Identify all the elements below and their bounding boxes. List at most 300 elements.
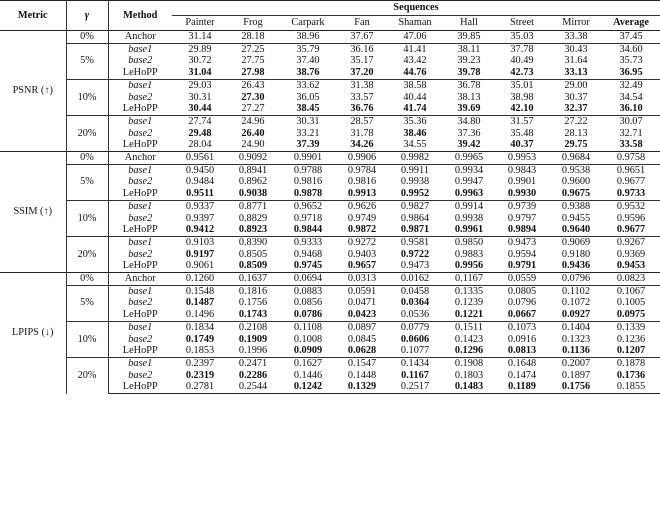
value-cell-frog: 0.1743: [238, 309, 268, 321]
value-cell-shaman: 0.9982: [386, 152, 444, 165]
value-cell-mirror: 0.9675: [561, 188, 591, 200]
value-cell-average: 32.71: [619, 127, 643, 139]
value-cell-average: 0.1005: [616, 297, 646, 309]
value-cell-mirror: 0.9455: [561, 212, 591, 224]
method-cell: LeHoPP: [122, 260, 158, 272]
value-cell-hall: 0.1803: [454, 369, 484, 381]
value-cell-average: 0.9369: [616, 248, 646, 260]
value-cell-hall: 0.9914: [444, 200, 494, 212]
gamma-label: 5%: [66, 43, 108, 79]
value-cell-mirror: 0.9640: [561, 224, 591, 236]
value-cell-carpark: 0.1242: [278, 381, 338, 393]
value-cell-painter: 0.9511: [186, 188, 214, 200]
value-cell-mirror: 0.9600: [561, 176, 591, 188]
method-cell: base1: [108, 321, 172, 333]
value-cell-painter: 0.9103: [172, 236, 228, 248]
table-row: [0, 321, 660, 333]
value-cell-frog: 27.98: [241, 67, 265, 79]
value-cell-hall: 0.9883: [454, 248, 484, 260]
method-cell: Anchor: [108, 31, 172, 44]
value-cell-fan: 0.0471: [347, 297, 377, 309]
value-cell-carpark: 0.9745: [293, 260, 323, 272]
method-cell: base1: [108, 115, 172, 127]
value-cell-average: 30.07: [602, 115, 660, 127]
value-cell-carpark: 0.1627: [278, 357, 338, 369]
value-cell-frog: 0.1637: [228, 273, 278, 286]
value-cell-painter: 29.89: [172, 43, 228, 55]
value-cell-hall: 0.9947: [454, 176, 484, 188]
method-cell: base1: [108, 357, 172, 369]
value-cell-fan: 0.1547: [338, 357, 386, 369]
value-cell-frog: 27.27: [241, 103, 265, 115]
value-cell-hall: 0.1511: [444, 321, 494, 333]
value-cell-frog: 0.8390: [228, 236, 278, 248]
value-cell-hall: 39.69: [457, 103, 481, 115]
gamma-label: 5%: [66, 285, 108, 321]
value-cell-painter: 31.04: [188, 67, 212, 79]
value-cell-street: 42.10: [510, 103, 534, 115]
value-cell-frog: 0.8505: [238, 248, 268, 260]
value-cell-street: 35.48: [510, 127, 534, 139]
metric-label: SSIM (↑): [0, 152, 66, 273]
value-cell-painter: 0.9197: [185, 248, 215, 260]
value-cell-street: 0.9594: [507, 248, 537, 260]
value-cell-street: 0.9930: [507, 188, 537, 200]
value-cell-street: 31.57: [494, 115, 550, 127]
value-cell-painter: 0.9484: [185, 176, 215, 188]
value-cell-fan: 0.9657: [347, 260, 377, 272]
method-cell: base1: [108, 79, 172, 91]
value-cell-painter: 0.1487: [185, 297, 215, 309]
value-cell-hall: 0.1296: [454, 345, 484, 357]
value-cell-shaman: 0.9938: [400, 176, 430, 188]
value-cell-painter: 0.1834: [172, 321, 228, 333]
value-cell-painter: 0.9561: [172, 152, 228, 165]
value-cell-street: 0.0813: [507, 345, 537, 357]
value-cell-average: 36.95: [619, 67, 643, 79]
method-cell: base1: [108, 285, 172, 297]
value-cell-shaman: 0.9581: [386, 236, 444, 248]
value-cell-average: 34.54: [619, 91, 643, 103]
value-cell-hall: 0.9961: [454, 224, 484, 236]
value-cell-shaman: 38.46: [403, 127, 427, 139]
value-cell-frog: 0.1909: [238, 333, 268, 345]
value-cell-shaman: 0.9722: [400, 248, 430, 260]
value-cell-fan: 0.0845: [347, 333, 377, 345]
value-cell-street: 0.9739: [494, 200, 550, 212]
value-cell-street: 0.1189: [494, 381, 550, 393]
gamma-label: 20%: [66, 357, 108, 393]
value-cell-fan: 0.0423: [347, 309, 377, 321]
value-cell-frog: 0.8509: [238, 260, 268, 272]
value-cell-mirror: 0.1323: [561, 333, 591, 345]
value-cell-fan: 0.9272: [338, 236, 386, 248]
value-cell-average: 32.49: [602, 79, 660, 91]
value-cell-street: 35.03: [494, 31, 550, 44]
column-header-mirror: Mirror: [562, 17, 590, 29]
value-cell-frog: 0.9092: [228, 152, 278, 165]
method-cell: base2: [128, 333, 153, 345]
value-cell-hall: 36.78: [444, 79, 494, 91]
table-row: [0, 79, 660, 91]
value-cell-frog: 0.8829: [238, 212, 268, 224]
table-row: [0, 164, 660, 176]
value-cell-hall: 39.85: [444, 31, 494, 44]
value-cell-fan: 31.78: [350, 127, 374, 139]
method-cell: base2: [128, 248, 153, 260]
method-cell: LeHoPP: [122, 345, 158, 357]
value-cell-carpark: 0.0883: [278, 285, 338, 297]
value-cell-mirror: 0.1072: [561, 297, 591, 309]
method-cell: base2: [128, 212, 153, 224]
value-cell-hall: 0.9965: [444, 152, 494, 165]
metric-label: LPIPS (↓): [0, 273, 66, 394]
value-cell-carpark: 38.96: [278, 31, 338, 44]
column-header-fan: Fan: [354, 17, 370, 29]
value-cell-shaman: 0.2517: [386, 381, 444, 393]
value-cell-carpark: 33.62: [278, 79, 338, 91]
value-cell-shaman: 0.0458: [386, 285, 444, 297]
value-cell-average: 0.1736: [616, 369, 646, 381]
value-cell-frog: 0.1756: [238, 297, 268, 309]
value-cell-mirror: 30.43: [550, 43, 602, 55]
value-cell-frog: 0.1816: [228, 285, 278, 297]
value-cell-painter: 29.48: [188, 127, 212, 139]
value-cell-carpark: 0.0786: [293, 309, 323, 321]
value-cell-frog: 27.75: [241, 55, 265, 67]
value-cell-average: 0.9596: [616, 212, 646, 224]
value-cell-average: 0.9267: [602, 236, 660, 248]
table-row: [0, 285, 660, 297]
value-cell-fan: 0.0313: [338, 273, 386, 286]
value-cell-frog: 0.2544: [228, 381, 278, 393]
value-cell-hall: 0.1423: [454, 333, 484, 345]
value-cell-street: 0.9843: [494, 164, 550, 176]
value-cell-painter: 0.9061: [185, 260, 215, 272]
value-cell-street: 0.0667: [507, 309, 537, 321]
value-cell-street: 0.1474: [507, 369, 537, 381]
value-cell-painter: 30.31: [188, 91, 212, 103]
value-cell-shaman: 0.9864: [400, 212, 430, 224]
value-cell-street: 0.0805: [494, 285, 550, 297]
value-cell-hall: 38.11: [444, 43, 494, 55]
value-cell-mirror: 0.0927: [561, 309, 591, 321]
value-cell-street: 0.1648: [494, 357, 550, 369]
value-cell-mirror: 0.1136: [562, 345, 590, 357]
value-cell-mirror: 0.9069: [550, 236, 602, 248]
value-cell-average: 0.9532: [602, 200, 660, 212]
value-cell-shaman: 0.0536: [400, 309, 430, 321]
method-cell: base1: [108, 164, 172, 176]
value-cell-frog: 26.43: [228, 79, 278, 91]
value-cell-carpark: 0.9878: [293, 188, 323, 200]
column-header-shaman: Shaman: [398, 17, 432, 29]
method-cell: base1: [108, 200, 172, 212]
value-cell-mirror: 32.37: [564, 103, 588, 115]
metric-header: Metric: [0, 1, 66, 31]
value-cell-hall: 0.1167: [444, 273, 494, 286]
value-cell-mirror: 31.64: [564, 55, 588, 67]
value-cell-shaman: 0.1077: [400, 345, 430, 357]
value-cell-painter: 0.9450: [172, 164, 228, 176]
method-cell: base2: [128, 91, 153, 103]
value-cell-fan: 33.57: [350, 91, 374, 103]
value-cell-shaman: 0.9911: [386, 164, 444, 176]
gamma-label: 20%: [66, 115, 108, 151]
value-cell-mirror: 0.9180: [561, 248, 591, 260]
value-cell-hall: 0.9934: [444, 164, 494, 176]
method-cell: base1: [108, 236, 172, 248]
value-cell-hall: 39.78: [457, 67, 481, 79]
value-cell-carpark: 0.9844: [293, 224, 323, 236]
value-cell-average: 35.73: [619, 55, 643, 67]
value-cell-hall: 0.1239: [454, 297, 484, 309]
value-cell-street: 0.9791: [507, 260, 537, 272]
value-cell-carpark: 0.9468: [293, 248, 323, 260]
value-cell-carpark: 0.1446: [293, 369, 323, 381]
value-cell-fan: 37.20: [350, 67, 374, 79]
value-cell-painter: 0.1853: [185, 345, 215, 357]
value-cell-frog: 0.8923: [238, 224, 268, 236]
value-cell-shaman: 0.1167: [401, 369, 429, 381]
value-cell-frog: 24.96: [228, 115, 278, 127]
value-cell-fan: 0.9403: [347, 248, 377, 260]
value-cell-fan: 28.57: [338, 115, 386, 127]
column-header-frog: Frog: [243, 17, 263, 29]
value-cell-mirror: 0.1404: [550, 321, 602, 333]
value-cell-street: 0.1073: [494, 321, 550, 333]
value-cell-carpark: 0.0909: [293, 345, 323, 357]
value-cell-mirror: 0.9436: [561, 260, 591, 272]
method-cell: LeHoPP: [122, 224, 158, 236]
value-cell-shaman: 0.0162: [386, 273, 444, 286]
method-cell: Anchor: [108, 152, 172, 165]
value-cell-fan: 0.0628: [347, 345, 377, 357]
gamma-label: 10%: [66, 200, 108, 236]
value-cell-mirror: 0.9388: [550, 200, 602, 212]
method-cell: base2: [128, 55, 153, 67]
value-cell-painter: 27.74: [172, 115, 228, 127]
value-cell-painter: 0.9412: [185, 224, 215, 236]
value-cell-average: 0.0975: [616, 309, 646, 321]
value-cell-painter: 31.14: [172, 31, 228, 44]
value-cell-frog: 27.30: [241, 91, 265, 103]
value-cell-carpark: 0.0856: [293, 297, 323, 309]
value-cell-street: 38.98: [510, 91, 534, 103]
value-cell-fan: 0.9626: [338, 200, 386, 212]
value-cell-mirror: 0.1897: [561, 369, 591, 381]
value-cell-carpark: 38.45: [296, 103, 320, 115]
value-cell-carpark: 0.9901: [278, 152, 338, 165]
value-cell-shaman: 41.74: [403, 103, 427, 115]
value-cell-average: 0.1067: [602, 285, 660, 297]
value-cell-carpark: 30.31: [278, 115, 338, 127]
value-cell-fan: 31.38: [338, 79, 386, 91]
column-header-carpark: Carpark: [291, 17, 325, 29]
gamma-label: 5%: [66, 164, 108, 200]
value-cell-shaman: 0.1434: [386, 357, 444, 369]
value-cell-average: 0.9651: [602, 164, 660, 176]
value-cell-average: 0.9677: [616, 176, 646, 188]
value-cell-hall: 0.9938: [454, 212, 484, 224]
value-cell-painter: 0.1496: [185, 309, 215, 321]
table-row: [0, 152, 660, 165]
value-cell-carpark: 33.21: [296, 127, 320, 139]
value-cell-painter: 0.1749: [185, 333, 215, 345]
value-cell-painter: 30.72: [188, 55, 212, 67]
method-cell: base2: [128, 297, 153, 309]
sequences-header: Sequences: [172, 1, 660, 16]
header-row-1: [0, 1, 660, 16]
metric-label: PSNR (↑): [0, 31, 66, 152]
value-cell-frog: 0.9038: [238, 188, 268, 200]
value-cell-shaman: 47.06: [386, 31, 444, 44]
value-cell-fan: 0.9913: [347, 188, 377, 200]
value-cell-mirror: 33.13: [564, 67, 588, 79]
value-cell-painter: 0.2397: [172, 357, 228, 369]
value-cell-fan: 37.67: [338, 31, 386, 44]
value-cell-shaman: 0.9952: [400, 188, 430, 200]
value-cell-frog: 0.8941: [228, 164, 278, 176]
table-row: [0, 31, 660, 44]
value-cell-painter: 28.04: [188, 139, 212, 151]
value-cell-frog: 0.8771: [228, 200, 278, 212]
table-body: [0, 31, 660, 394]
value-cell-mirror: 0.9684: [550, 152, 602, 165]
value-cell-mirror: 0.9538: [550, 164, 602, 176]
value-cell-hall: 0.1221: [454, 309, 484, 321]
table-row: [0, 115, 660, 127]
value-cell-hall: 39.23: [457, 55, 481, 67]
value-cell-hall: 0.9850: [444, 236, 494, 248]
value-cell-frog: 0.8962: [238, 176, 268, 188]
value-cell-fan: 0.9749: [347, 212, 377, 224]
column-header-average: Average: [613, 17, 649, 29]
value-cell-frog: 24.90: [241, 139, 265, 151]
value-cell-carpark: 37.39: [296, 139, 320, 151]
column-header-hall: Hall: [460, 17, 478, 29]
value-cell-fan: 0.0591: [338, 285, 386, 297]
value-cell-fan: 0.1448: [347, 369, 377, 381]
value-cell-average: 37.45: [602, 31, 660, 44]
gamma-label: 0%: [66, 31, 108, 44]
value-cell-mirror: 30.37: [564, 91, 588, 103]
value-cell-street: 0.9894: [507, 224, 537, 236]
value-cell-carpark: 36.05: [296, 91, 320, 103]
value-cell-frog: 0.2471: [228, 357, 278, 369]
method-cell: LeHoPP: [122, 188, 158, 200]
value-cell-hall: 0.9963: [454, 188, 484, 200]
value-cell-carpark: 0.0694: [278, 273, 338, 286]
value-cell-hall: 0.1335: [444, 285, 494, 297]
value-cell-fan: 35.17: [350, 55, 374, 67]
method-cell: LeHoPP: [122, 67, 158, 79]
value-cell-average: 0.1236: [616, 333, 646, 345]
value-cell-mirror: 29.75: [564, 139, 588, 151]
value-cell-hall: 0.9956: [454, 260, 484, 272]
value-cell-street: 0.9473: [494, 236, 550, 248]
value-cell-mirror: 27.22: [550, 115, 602, 127]
value-cell-mirror: 0.0796: [550, 273, 602, 286]
value-cell-shaman: 0.0364: [400, 297, 430, 309]
value-cell-fan: 0.9872: [347, 224, 377, 236]
value-cell-frog: 26.40: [241, 127, 265, 139]
table-row: [0, 43, 660, 55]
value-cell-shaman: 0.9871: [400, 224, 430, 236]
value-cell-fan: 36.76: [350, 103, 374, 115]
value-cell-shaman: 0.0606: [400, 333, 430, 345]
value-cell-average: 0.1339: [602, 321, 660, 333]
value-cell-hall: 38.13: [457, 91, 481, 103]
value-cell-frog: 0.2286: [238, 369, 268, 381]
value-cell-fan: 0.0897: [338, 321, 386, 333]
value-cell-painter: 0.9397: [185, 212, 215, 224]
value-cell-mirror: 29.00: [550, 79, 602, 91]
value-cell-carpark: 35.79: [278, 43, 338, 55]
value-cell-fan: 0.9816: [347, 176, 377, 188]
value-cell-frog: 28.18: [228, 31, 278, 44]
method-cell: base2: [128, 176, 153, 188]
value-cell-street: 0.0796: [507, 297, 537, 309]
value-cell-hall: 37.36: [457, 127, 481, 139]
gamma-label: 10%: [66, 79, 108, 115]
value-cell-painter: 30.44: [188, 103, 212, 115]
value-cell-street: 42.73: [510, 67, 534, 79]
value-cell-shaman: 43.42: [403, 55, 427, 67]
value-cell-mirror: 0.1756: [550, 381, 602, 393]
method-cell: base2: [128, 369, 153, 381]
method-cell: base2: [128, 127, 153, 139]
value-cell-carpark: 0.1008: [293, 333, 323, 345]
value-cell-shaman: 0.9473: [400, 260, 430, 272]
value-cell-average: 0.9733: [616, 188, 646, 200]
value-cell-carpark: 37.40: [296, 55, 320, 67]
value-cell-carpark: 38.76: [296, 67, 320, 79]
column-header-painter: Painter: [185, 17, 215, 29]
table-row: [0, 236, 660, 248]
value-cell-carpark: 0.1108: [278, 321, 338, 333]
value-cell-hall: 34.80: [444, 115, 494, 127]
value-cell-frog: 0.2108: [228, 321, 278, 333]
column-header-street: Street: [509, 17, 535, 29]
method-cell: Anchor: [108, 273, 172, 286]
value-cell-average: 34.60: [602, 43, 660, 55]
value-cell-carpark: 0.9788: [278, 164, 338, 176]
value-cell-shaman: 40.44: [403, 91, 427, 103]
value-cell-street: 37.78: [494, 43, 550, 55]
value-cell-street: 0.0916: [507, 333, 537, 345]
value-cell-mirror: 0.1102: [550, 285, 602, 297]
value-cell-frog: 27.25: [228, 43, 278, 55]
method-cell: LeHoPP: [122, 139, 158, 151]
value-cell-carpark: 0.9652: [278, 200, 338, 212]
value-cell-carpark: 0.9718: [293, 212, 323, 224]
value-cell-average: 36.10: [619, 103, 643, 115]
table-row: [0, 200, 660, 212]
value-cell-average: 0.9453: [616, 260, 646, 272]
gamma-label: 10%: [66, 321, 108, 357]
value-cell-fan: 0.9784: [338, 164, 386, 176]
value-cell-painter: 0.9337: [172, 200, 228, 212]
value-cell-mirror: 0.2007: [550, 357, 602, 369]
value-cell-painter: 0.2319: [185, 369, 215, 381]
value-cell-painter: 0.1548: [172, 285, 228, 297]
value-cell-shaman: 44.76: [403, 67, 427, 79]
value-cell-average: 0.9677: [616, 224, 646, 236]
value-cell-street: 0.9797: [507, 212, 537, 224]
value-cell-fan: 0.9906: [338, 152, 386, 165]
value-cell-average: 0.0823: [602, 273, 660, 286]
